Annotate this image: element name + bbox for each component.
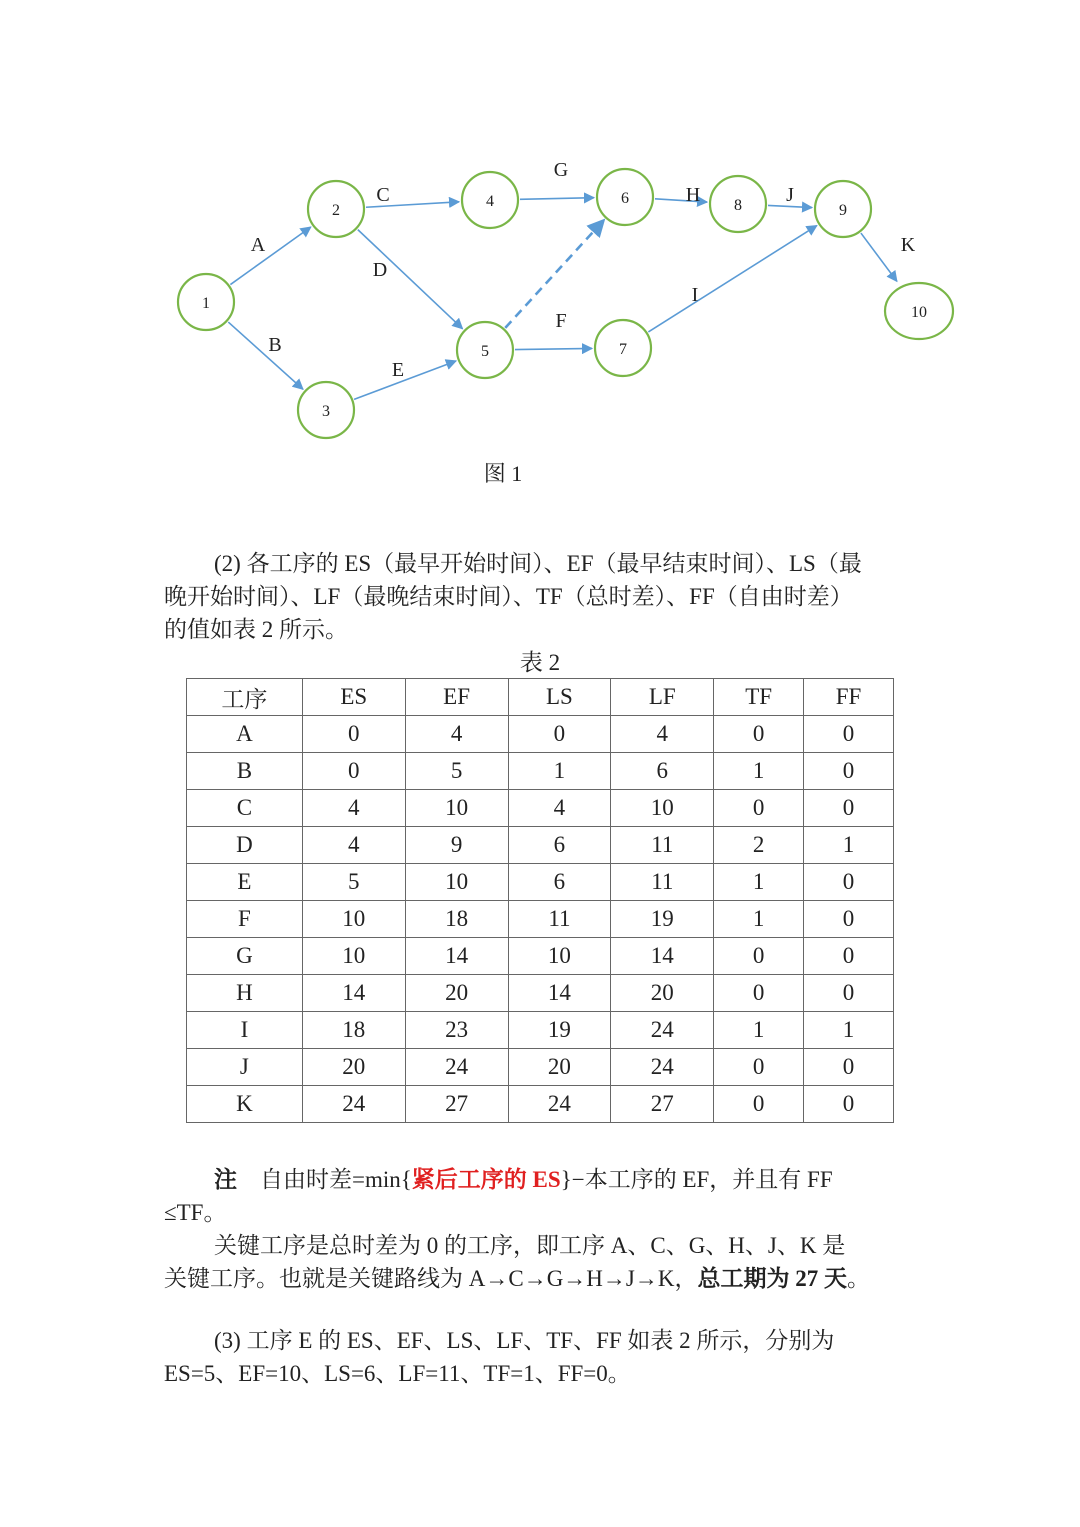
table-cell: 2 xyxy=(714,827,804,864)
table-row xyxy=(187,790,894,827)
table-cell: 0 xyxy=(302,753,405,790)
table-header-cell: 工序 xyxy=(187,679,303,716)
critical-paragraph xyxy=(164,1229,918,1295)
table-cell: 14 xyxy=(611,938,714,975)
table-cell: B xyxy=(187,753,303,790)
critical-line2-bold: 总工期为 27 天 xyxy=(697,1266,847,1291)
edge-label: D xyxy=(372,259,388,281)
data-table xyxy=(186,678,894,1123)
table-cell: 9 xyxy=(405,827,508,864)
table-cell: 24 xyxy=(405,1049,508,1086)
node-label: 10 xyxy=(911,304,927,321)
table-header-cell: FF xyxy=(804,679,894,716)
paragraph-3 xyxy=(164,1324,918,1390)
table-cell: 5 xyxy=(302,864,405,901)
table-cell: 18 xyxy=(302,1012,405,1049)
para2-line3: 的值如表 2 所示。 xyxy=(164,617,348,642)
table-header-cell: LF xyxy=(611,679,714,716)
table-header-cell: LS xyxy=(508,679,611,716)
note-paragraph xyxy=(164,1163,918,1229)
table-row xyxy=(187,901,894,938)
edge-arrow xyxy=(520,198,594,200)
table-cell: 4 xyxy=(611,716,714,753)
edge-arrow xyxy=(515,348,592,349)
table-cell: 6 xyxy=(508,864,611,901)
node-label: 4 xyxy=(486,193,494,210)
table-cell: 4 xyxy=(508,790,611,827)
critical-line1: 关键工序是总时差为 0 的工序，即工序 A、C、G、H、J、K 是 xyxy=(214,1233,846,1258)
table-cell: 0 xyxy=(804,1086,894,1123)
edge-label: J xyxy=(786,184,794,206)
table-cell: 14 xyxy=(405,938,508,975)
table-cell: 0 xyxy=(714,975,804,1012)
table-cell: 10 xyxy=(405,864,508,901)
node-label: 7 xyxy=(619,341,627,358)
table-cell: 0 xyxy=(804,901,894,938)
note-highlight: 紧后工序的 ES xyxy=(411,1167,561,1192)
node-label: 2 xyxy=(332,202,340,219)
edge-label: F xyxy=(555,310,567,332)
table-cell: 4 xyxy=(302,790,405,827)
table-cell: 1 xyxy=(804,827,894,864)
table-cell: 0 xyxy=(714,716,804,753)
table-cell: 4 xyxy=(405,716,508,753)
note-text-after: }−本工序的 EF，并且有 FF xyxy=(560,1167,833,1192)
table-cell: 23 xyxy=(405,1012,508,1049)
table-header-cell: TF xyxy=(714,679,804,716)
table-header-row xyxy=(187,679,894,716)
table-cell: 1 xyxy=(714,1012,804,1049)
table-cell: 0 xyxy=(714,1086,804,1123)
table-cell: 6 xyxy=(508,827,611,864)
table-cell: I xyxy=(187,1012,303,1049)
table-cell: 0 xyxy=(714,938,804,975)
table-cell: 1 xyxy=(508,753,611,790)
table-cell: 20 xyxy=(405,975,508,1012)
table-cell: 0 xyxy=(804,938,894,975)
edge-label: A xyxy=(250,234,266,256)
node-label: 6 xyxy=(621,190,629,207)
table-row xyxy=(187,938,894,975)
table-cell: 1 xyxy=(714,901,804,938)
table-cell: 0 xyxy=(804,753,894,790)
table-header-cell: ES xyxy=(302,679,405,716)
table-cell: 14 xyxy=(508,975,611,1012)
table-cell: 20 xyxy=(302,1049,405,1086)
table-cell: 4 xyxy=(302,827,405,864)
table-cell: 10 xyxy=(405,790,508,827)
table-cell: 0 xyxy=(804,1049,894,1086)
edge-label: I xyxy=(691,284,699,306)
table-cell: K xyxy=(187,1086,303,1123)
table-cell: 1 xyxy=(804,1012,894,1049)
table-cell: 10 xyxy=(508,938,611,975)
table-row xyxy=(187,753,894,790)
table-cell: A xyxy=(187,716,303,753)
table-row xyxy=(187,716,894,753)
table-cell: 20 xyxy=(611,975,714,1012)
table-cell: 24 xyxy=(611,1049,714,1086)
table-cell: 24 xyxy=(508,1086,611,1123)
table-cell: E xyxy=(187,864,303,901)
table-cell: 0 xyxy=(302,716,405,753)
table-cell: D xyxy=(187,827,303,864)
table-cell: 24 xyxy=(302,1086,405,1123)
edge-label: B xyxy=(268,334,282,356)
table-cell: 0 xyxy=(804,975,894,1012)
table-cell: 20 xyxy=(508,1049,611,1086)
table-cell: C xyxy=(187,790,303,827)
table-caption: 表 2 xyxy=(519,650,561,675)
table-cell: 24 xyxy=(611,1012,714,1049)
table-cell: 0 xyxy=(714,790,804,827)
table-cell: 0 xyxy=(804,716,894,753)
table-cell: 5 xyxy=(405,753,508,790)
edge-arrow xyxy=(861,233,897,281)
table-row xyxy=(187,864,894,901)
para3-line1: (3) 工序 E 的 ES、EF、LS、LF、TF、FF 如表 2 所示，分别为 xyxy=(214,1328,835,1353)
network-diagram xyxy=(0,0,1080,500)
table-cell: 19 xyxy=(508,1012,611,1049)
critical-line2 xyxy=(164,1262,918,1295)
table-row xyxy=(187,1012,894,1049)
note-text-before: 自由时差=min{ xyxy=(260,1167,412,1192)
edge-label: C xyxy=(376,184,390,206)
edge-arrow xyxy=(230,227,310,285)
table-cell: 10 xyxy=(611,790,714,827)
node-label: 5 xyxy=(481,343,489,360)
table-row xyxy=(187,1049,894,1086)
table-cell: 19 xyxy=(611,901,714,938)
node-label: 3 xyxy=(322,403,330,420)
edge-label: K xyxy=(900,234,916,256)
table-header-cell: EF xyxy=(405,679,508,716)
edge-label: H xyxy=(685,184,701,206)
node-label: 8 xyxy=(734,197,742,214)
note-line2: ≤TF。 xyxy=(164,1200,227,1225)
table-cell: 0 xyxy=(508,716,611,753)
critical-line2-normal: 关键工序。也就是关键路线为 A→C→G→H→J→K， xyxy=(164,1266,698,1291)
table-cell: 0 xyxy=(804,790,894,827)
table-row xyxy=(187,1086,894,1123)
edge-arrow xyxy=(228,322,303,389)
table-cell: 1 xyxy=(714,753,804,790)
table-cell: 18 xyxy=(405,901,508,938)
table-cell: 1 xyxy=(714,864,804,901)
edge-label: E xyxy=(391,359,405,381)
para3-line2: ES=5、EF=10、LS=6、LF=11、TF=1、FF=0。 xyxy=(164,1361,631,1386)
edge-label: G xyxy=(553,159,569,181)
table-cell: G xyxy=(187,938,303,975)
note-label: 注 xyxy=(214,1167,237,1192)
table-cell: 6 xyxy=(611,753,714,790)
table-cell: F xyxy=(187,901,303,938)
table-cell: 0 xyxy=(714,1049,804,1086)
node-label: 1 xyxy=(202,295,210,312)
table-row xyxy=(187,827,894,864)
table-cell: H xyxy=(187,975,303,1012)
table-cell: 10 xyxy=(302,938,405,975)
table-row xyxy=(187,975,894,1012)
figure-caption: 图 1 xyxy=(483,461,523,486)
edge-arrow xyxy=(648,226,816,332)
note-line1 xyxy=(164,1163,918,1196)
para2-line1: (2) 各工序的 ES（最早开始时间）、EF（最早结束时间）、LS（最 xyxy=(214,551,862,576)
table-cell: 10 xyxy=(302,901,405,938)
edge-arrow xyxy=(354,361,456,399)
table-cell: 27 xyxy=(405,1086,508,1123)
table-cell: 11 xyxy=(508,901,611,938)
table-cell: 0 xyxy=(804,864,894,901)
node-label: 9 xyxy=(839,202,847,219)
table-cell: 11 xyxy=(611,827,714,864)
table-cell: J xyxy=(187,1049,303,1086)
table-cell: 27 xyxy=(611,1086,714,1123)
para2-line2: 晚开始时间）、LF（最晚结束时间）、TF（总时差）、FF（自由时差） xyxy=(164,584,853,609)
table-cell: 11 xyxy=(611,864,714,901)
table-cell: 14 xyxy=(302,975,405,1012)
critical-line2-end: 。 xyxy=(846,1266,870,1291)
paragraph-2 xyxy=(164,547,918,646)
